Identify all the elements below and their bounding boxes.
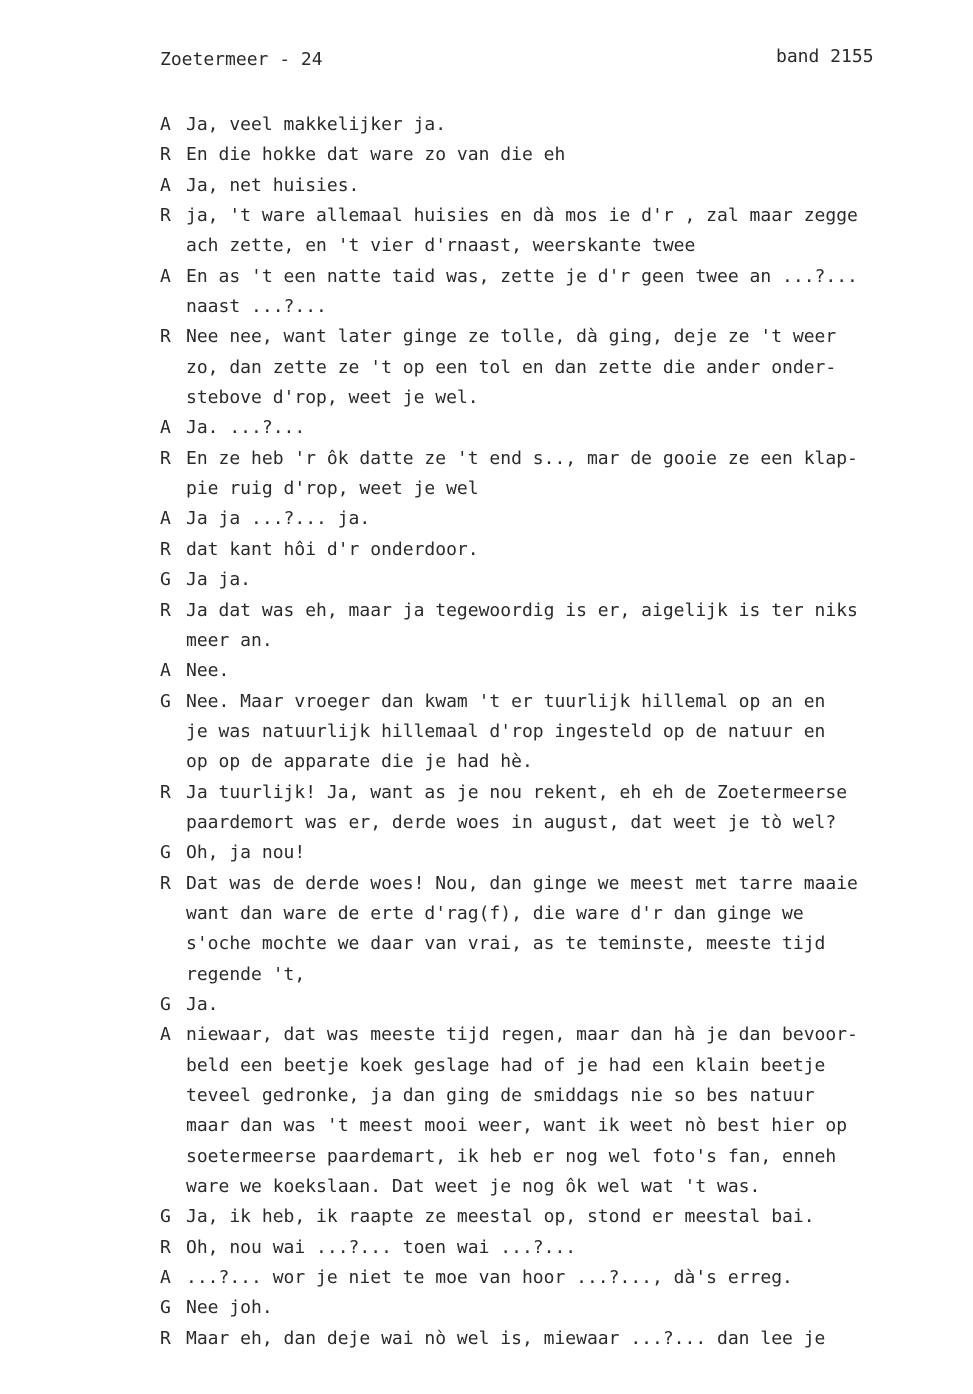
transcript-turn xyxy=(160,1324,960,1354)
transcript-line: Maar eh, dan deje wai nò wel is, miewaar ...?... dan lee je xyxy=(186,1327,826,1349)
transcript-line: paardemort was er, derde woes in august, dat weet je tò wel? xyxy=(186,811,837,833)
transcript-line: dat kant hôi d'r onderdoor. xyxy=(186,538,479,560)
transcript-line: Oh, nou wai ...?... toen wai ...?... xyxy=(186,1236,577,1258)
speaker-label: G xyxy=(160,1206,171,1228)
transcript-turn xyxy=(160,504,960,534)
speaker-label: A xyxy=(160,114,171,135)
transcript-line: Dat was de derde woes! Nou, dan ginge we meest met tarre maaie xyxy=(186,872,858,894)
transcript-turn xyxy=(160,171,960,201)
transcript-line: soetermeerse paardemart, ik heb er nog wel foto's fan, enneh xyxy=(186,1145,837,1167)
transcript-line: Ja. xyxy=(186,993,219,1015)
transcript-line: maar dan was 't meest mooi weer, want ik weet nò best hier op xyxy=(186,1115,848,1137)
transcript-turn xyxy=(160,778,960,839)
page-header-title: Zoetermeer - 24 xyxy=(160,49,323,70)
speaker-label: A xyxy=(160,265,171,287)
page-header-band: band 2155 xyxy=(776,46,874,67)
speaker-label: R xyxy=(160,205,171,227)
speaker-label: R xyxy=(160,538,171,560)
transcript-line: s'oche mochte we daar van vrai, as te teminste, meeste tijd xyxy=(186,933,826,955)
transcript-turn xyxy=(160,262,960,323)
transcript-turn xyxy=(160,1202,960,1232)
transcript-turn xyxy=(160,110,960,140)
transcript-turn xyxy=(160,140,960,170)
transcript-turn xyxy=(160,1263,960,1293)
transcript-turn xyxy=(160,656,960,686)
transcript-line: En ze heb 'r ôk datte ze 't end s.., mar de gooie ze een klap- xyxy=(186,447,858,469)
transcript-turn xyxy=(160,838,960,868)
transcript-line: Ja ja. xyxy=(186,569,252,591)
transcript-turn xyxy=(160,1233,960,1263)
speaker-label: A xyxy=(160,174,171,196)
speaker-label: A xyxy=(160,660,171,682)
speaker-label: A xyxy=(160,508,171,530)
transcript-line: Ja, ik heb, ik raapte ze meestal op, stond er meestal bai. xyxy=(186,1206,815,1228)
transcript-line: meer an. xyxy=(186,629,273,651)
speaker-label: R xyxy=(160,1236,171,1258)
transcript-line: op op de apparate die je had hè. xyxy=(186,751,533,773)
transcript-turn xyxy=(160,1020,960,1202)
transcript-body xyxy=(160,110,960,1354)
transcript-line: Nee joh. xyxy=(186,1297,273,1319)
transcript-turn xyxy=(160,413,960,443)
speaker-label: G xyxy=(160,842,171,864)
transcript-line: zo, dan zette ze 't op een tol en dan zette die ander onder- xyxy=(186,356,837,378)
speaker-label: R xyxy=(160,1327,171,1349)
transcript-line: ware we koekslaan. Dat weet je nog ôk wel wat 't was. xyxy=(186,1176,761,1198)
speaker-label: G xyxy=(160,1297,171,1319)
transcript-line: Nee. Maar vroeger dan kwam 't er tuurlijk hillemal op an en xyxy=(186,690,826,712)
transcript-turn xyxy=(160,990,960,1020)
transcript-line: Oh, ja nou! xyxy=(186,842,306,864)
speaker-label: A xyxy=(160,1267,171,1289)
speaker-label: G xyxy=(160,569,171,591)
transcript-line: je was natuurlijk hillemaal d'rop ingesteld op de natuur en xyxy=(186,720,826,742)
transcript-line: En as 't een natte taid was, zette je d'r geen twee an ...?... xyxy=(186,265,858,287)
speaker-label: G xyxy=(160,690,171,712)
transcript-line: Ja ja ...?... ja. xyxy=(186,508,371,530)
transcript-line: Nee nee, want later ginge ze tolle, dà ging, deje ze 't weer xyxy=(186,326,837,348)
speaker-label: R xyxy=(160,144,171,166)
transcript-line: ach zette, en 't vier d'rnaast, weerskante twee xyxy=(186,235,696,257)
transcript-turn xyxy=(160,201,960,262)
transcript-turn xyxy=(160,687,960,778)
transcript-turn xyxy=(160,535,960,565)
transcript-line: Ja, net huisies. xyxy=(186,174,360,196)
transcript-turn xyxy=(160,444,960,505)
transcript-line: Ja dat was eh, maar ja tegewoordig is er, aigelijk is ter niks xyxy=(186,599,858,621)
transcript-line: Ja. ...?... xyxy=(186,417,306,439)
transcript-line: beld een beetje koek geslage had of je had een klain beetje xyxy=(186,1054,826,1076)
speaker-label: R xyxy=(160,447,171,469)
speaker-label: A xyxy=(160,1024,171,1046)
transcript-line: pie ruig d'rop, weet je wel xyxy=(186,478,479,500)
speaker-label: G xyxy=(160,993,171,1015)
transcript-line: want dan ware de erte d'rag(f), die ware d'r dan ginge we xyxy=(186,902,804,924)
transcript-line: teveel gedronke, ja dan ging de smiddags nie so bes natuur xyxy=(186,1085,815,1106)
transcript-line: ja, 't ware allemaal huisies en dà mos ie d'r , zal maar zegge xyxy=(186,205,858,227)
transcript-line: regende 't, xyxy=(186,963,306,985)
transcript-line: Ja, veel makkelijker ja. xyxy=(186,114,447,135)
speaker-label: R xyxy=(160,872,171,894)
transcript-turn xyxy=(160,565,960,595)
transcript-line: naast ...?... xyxy=(186,296,327,318)
transcript-turn xyxy=(160,322,960,413)
speaker-label: A xyxy=(160,417,171,439)
transcript-line: stebove d'rop, weet je wel. xyxy=(186,387,479,409)
speaker-label: R xyxy=(160,599,171,621)
transcript-line: Ja tuurlijk! Ja, want as je nou rekent, eh eh de Zoetermeerse xyxy=(186,781,848,803)
transcript-line: niewaar, dat was meeste tijd regen, maar dan hà je dan bevoor- xyxy=(186,1024,858,1046)
transcript-turn xyxy=(160,596,960,657)
speaker-label: R xyxy=(160,781,171,803)
speaker-label: R xyxy=(160,326,171,348)
transcript-line: Nee. xyxy=(186,660,230,682)
transcript-line: En die hokke dat ware zo van die eh xyxy=(186,144,566,166)
transcript-line: ...?... wor je niet te moe van hoor ...?..., dà's erreg. xyxy=(186,1267,793,1289)
transcript-turn xyxy=(160,1293,960,1323)
transcript-turn xyxy=(160,869,960,990)
